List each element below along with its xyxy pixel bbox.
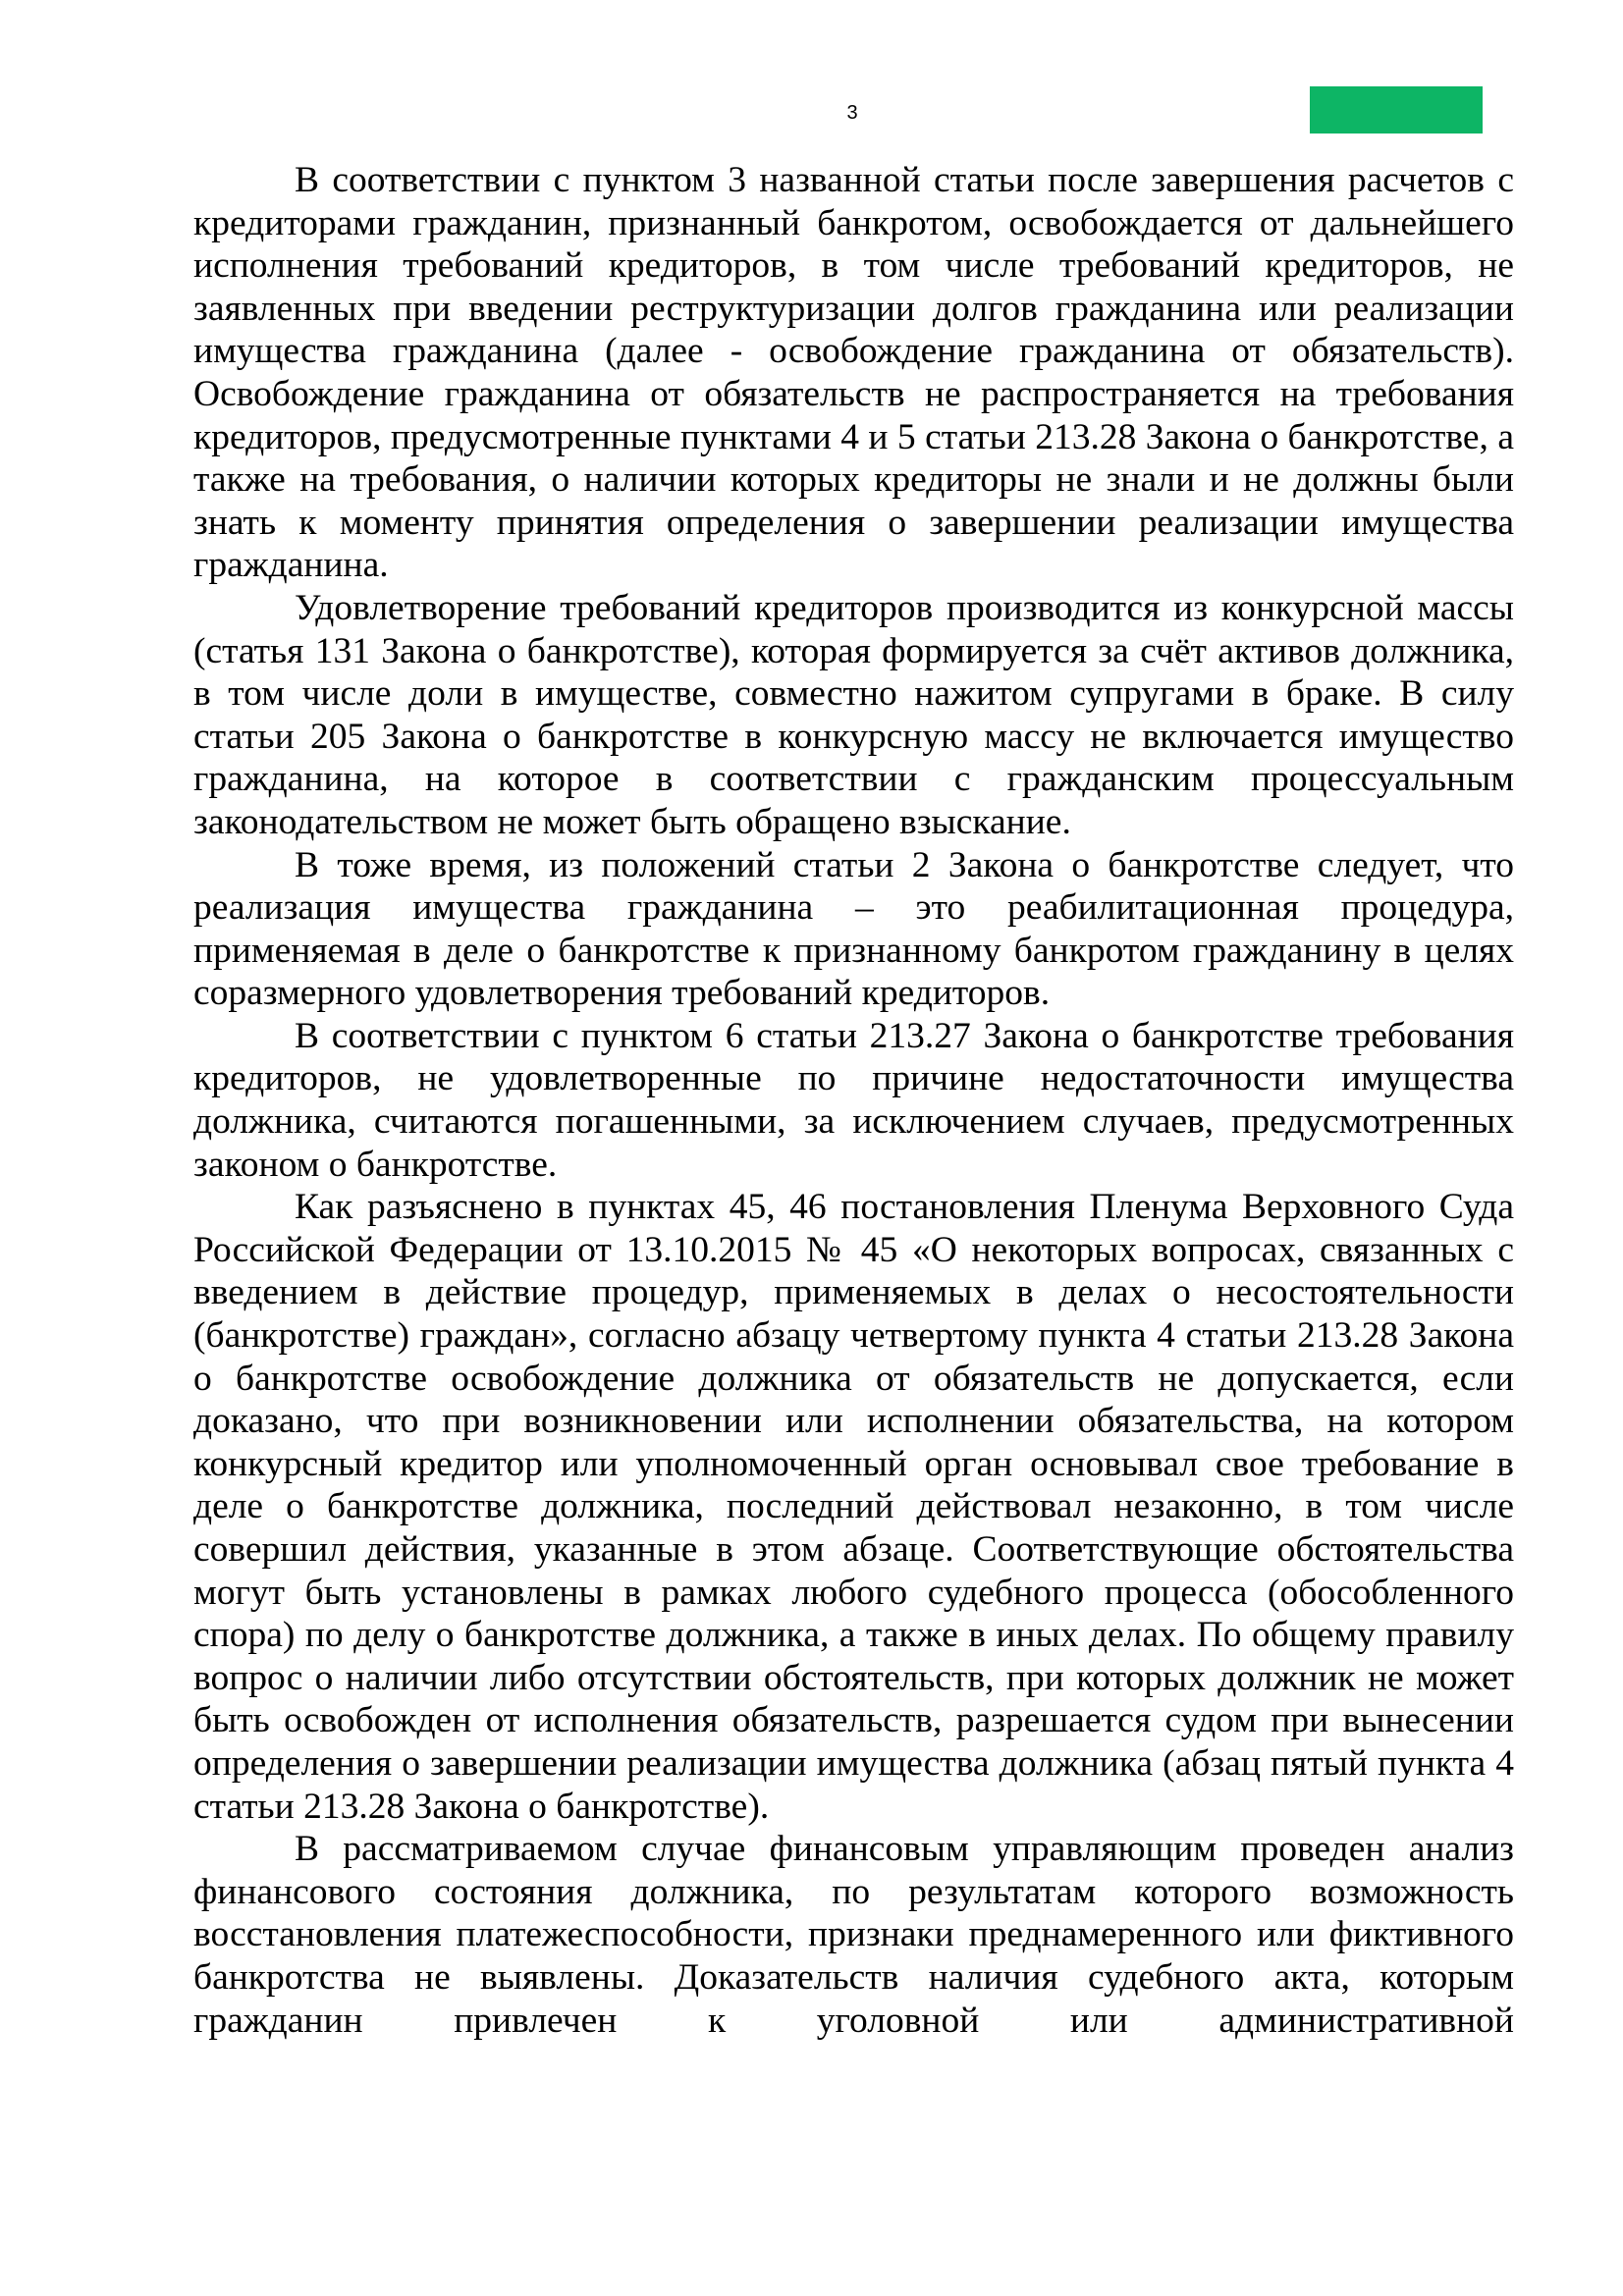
paragraph-5: Как разъяснено в пунктах 45, 46 постановления Пленума Верховного Суда Российской Федерации от 13.10.2015 № 45 «О некоторых вопросах, связанных с введением в действие процедур, применяемых в делах о несостоятельности (банкротстве) граждан», согласно абзацу четвертому пункта 4 статьи 213.28 Закона о банкротстве освобождение должника от обязательств не допускается, если доказано, что при возникновении или исполнении обязательства, на котором конкурсный кредитор или уполномоченный орган основывал свое требование в деле о банкротстве должника, последний действовал незаконно, в том числе совершил действия, указанные в этом абзаце. Соответствующие обстоятельства могут быть установлены в рамках любого судебного процесса (обособленного спора) по делу о банкротстве должника, а также в иных делах. По общему правилу вопрос о наличии либо отсутствии обстоятельств, при которых должник не может быть освобожден от исполнения обязательств, разрешается судом при вынесении определения о завершении реализации имущества должника (абзац пятый пункта 4 статьи 213.28 Закона о банкротстве). [193, 1187, 1514, 1827]
paragraph-2: Удовлетворение требований кредиторов производится из конкурсной массы (статья 131 Закона о банкротстве), которая формируется за счёт активов должника, в том числе доли в имуществе, совместно нажитом супругами в браке. В силу статьи 205 Закона о банкротстве в конкурсную массу не включается имущество гражданина, на которое в соответствии с гражданским процессуальным законодательством не может быть обращено взыскание. [193, 587, 1514, 842]
green-stamp-box [1310, 86, 1483, 133]
paragraph-1: В соответствии с пунктом 3 названной статьи после завершения расчетов с кредиторами гражданин, признанный банкротом, освобождается от дальнейшего исполнения требований кредиторов, в том числе требований кредиторов, не заявленных при введении реструктуризации долгов гражданина или реализации имущества гражданина (далее - освобождение гражданина от обязательств). Освобождение гражданина от обязательств не распространяется на требования кредиторов, предусмотренные пунктами 4 и 5 статьи 213.28 Закона о банкротстве, а также на требования, о наличии которых кредиторы не знали и не должны были знать к моменту принятия определения о завершении реализации имущества гражданина. [193, 160, 1514, 586]
page-number: 3 [846, 102, 858, 124]
document-body [193, 159, 1514, 2042]
paragraph-6: В рассматриваемом случае финансовым управляющим проведен анализ финансового состояния должника, по результатам которого возможность восстановления платежеспособности, признаки преднамеренного или фиктивного банкротства не выявлены. Доказательств наличия судебного акта, которым гражданин привлечен к уголовной или административной [193, 1829, 1514, 2041]
paragraph-4: В соответствии с пунктом 6 статьи 213.27 Закона о банкротстве требования кредиторов, не удовлетворенные по причине недостаточности имущества должника, считаются погашенными, за исключением случаев, предусмотренных законом о банкротстве. [193, 1015, 1514, 1185]
paragraph-3: В тоже время, из положений статьи 2 Закона о банкротстве следует, что реализация имущества гражданина – это реабилитационная процедура, применяемая в деле о банкротстве к признанному банкротом гражданину в целях соразмерного удовлетворения требований кредиторов. [193, 844, 1514, 1014]
